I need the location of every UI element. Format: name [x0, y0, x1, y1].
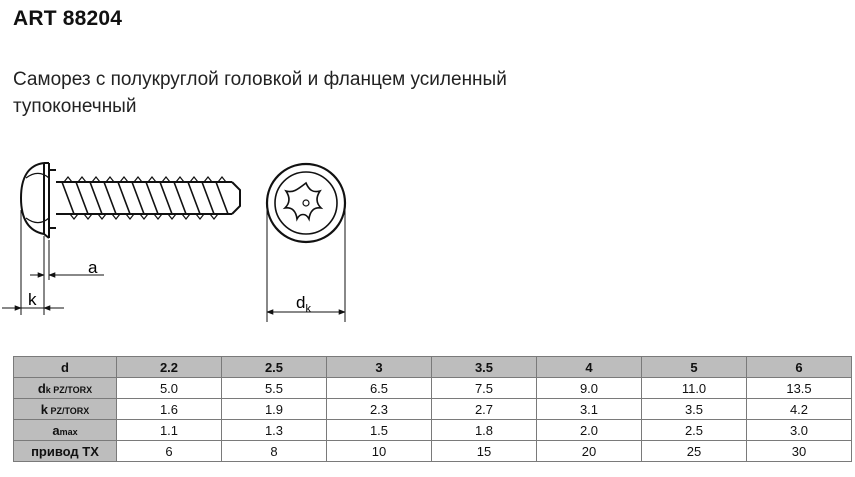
value-cell: 30	[747, 441, 852, 462]
value-cell: 11.0	[642, 378, 747, 399]
value-cell: 1.9	[222, 399, 327, 420]
value-cell: 3.1	[537, 399, 642, 420]
size-cell: 3	[327, 357, 432, 378]
value-cell: 6.5	[327, 378, 432, 399]
value-cell: 8	[222, 441, 327, 462]
dimensions-table	[13, 356, 852, 462]
value-cell: 3.5	[642, 399, 747, 420]
row-label-dk: dk PZ/TORX	[14, 378, 117, 399]
value-cell: 6	[117, 441, 222, 462]
value-cell: 10	[327, 441, 432, 462]
value-cell: 5.0	[117, 378, 222, 399]
value-cell: 20	[537, 441, 642, 462]
screw-end-view	[267, 164, 345, 242]
label-k: k	[28, 290, 37, 309]
size-cell: 3.5	[432, 357, 537, 378]
screw-technical-drawing	[0, 150, 370, 325]
label-a: a	[88, 258, 98, 277]
table-row-k	[14, 399, 852, 420]
screw-side-view	[21, 163, 240, 238]
value-cell: 5.5	[222, 378, 327, 399]
size-cell: 2.2	[117, 357, 222, 378]
label-dk: $d_k$	[296, 293, 311, 315]
value-cell: 7.5	[432, 378, 537, 399]
value-cell: 1.3	[222, 420, 327, 441]
row-label-k: k PZ/TORX	[14, 399, 117, 420]
table-row-dk	[14, 378, 852, 399]
value-cell: 25	[642, 441, 747, 462]
header-cell-d: d	[14, 357, 117, 378]
article-title: ART 88204	[13, 7, 123, 30]
value-cell: 13.5	[747, 378, 852, 399]
size-cell: 5	[642, 357, 747, 378]
torx-recess-icon	[285, 183, 321, 219]
table-row-drive-tx	[14, 441, 852, 462]
value-cell: 2.0	[537, 420, 642, 441]
value-cell: 1.8	[432, 420, 537, 441]
value-cell: 9.0	[537, 378, 642, 399]
value-cell: 4.2	[747, 399, 852, 420]
value-cell: 1.6	[117, 399, 222, 420]
size-cell: 6	[747, 357, 852, 378]
value-cell: 1.5	[327, 420, 432, 441]
size-cell: 4	[537, 357, 642, 378]
value-cell: 3.0	[747, 420, 852, 441]
product-description: Саморез с полукруглой головкой и фланцем усиленный тупоконечный	[13, 69, 507, 117]
value-cell: 1.1	[117, 420, 222, 441]
value-cell: 2.7	[432, 399, 537, 420]
table-header-row	[14, 357, 852, 378]
size-cell: 2.5	[222, 357, 327, 378]
row-label-drive-tx: привод TX	[14, 441, 117, 462]
value-cell: 15	[432, 441, 537, 462]
value-cell: 2.3	[327, 399, 432, 420]
table-row-a-max	[14, 420, 852, 441]
row-label-a-max: amax	[14, 420, 117, 441]
value-cell: 2.5	[642, 420, 747, 441]
